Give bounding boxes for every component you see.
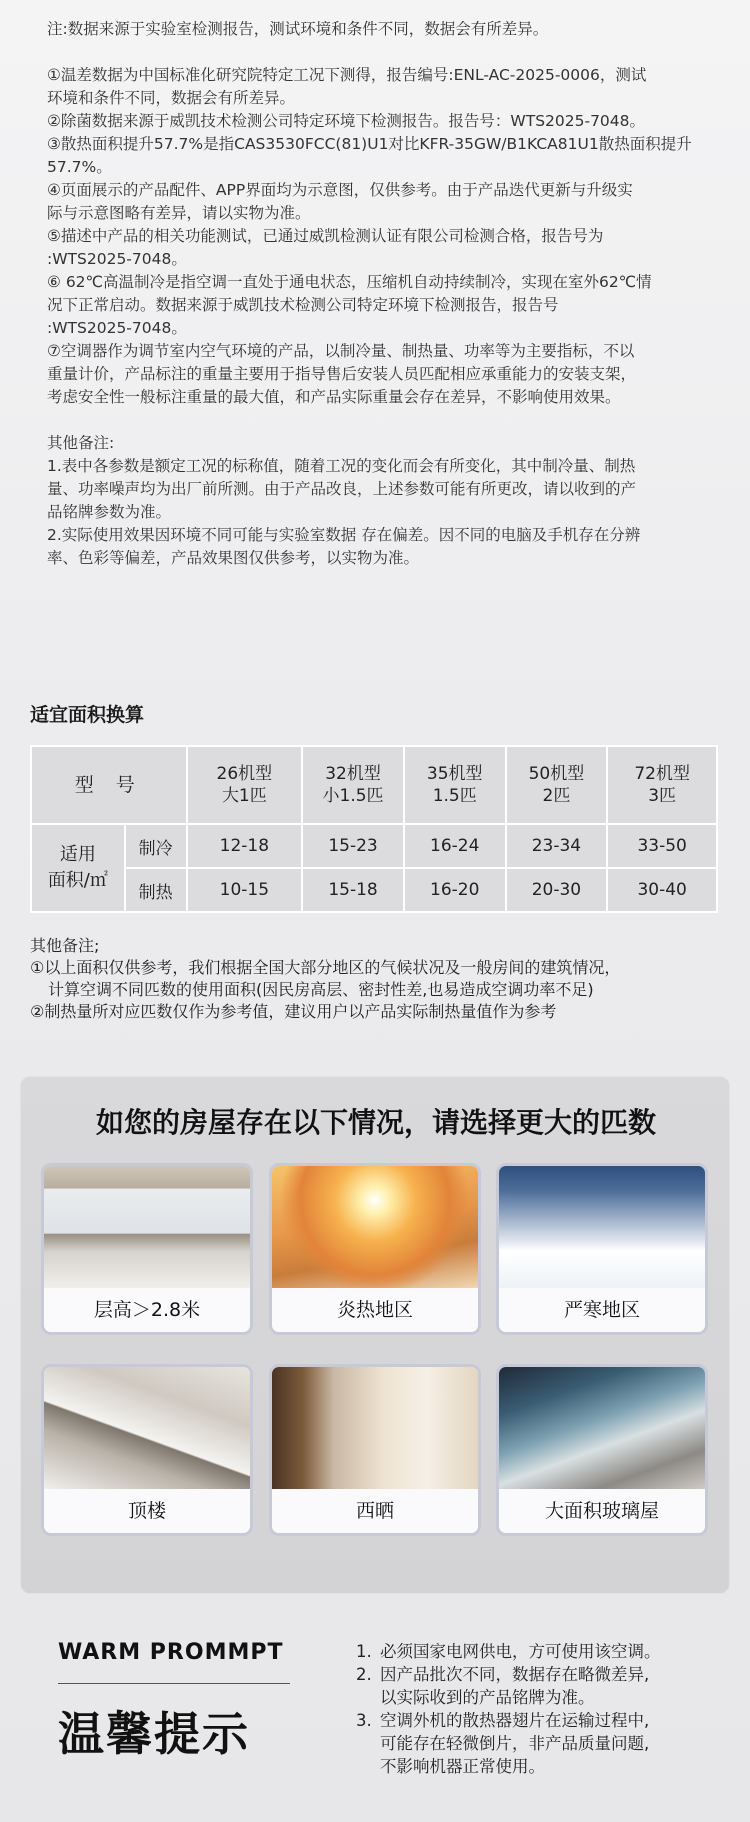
- model-name: 26机型: [216, 764, 273, 784]
- model-cell: [187, 746, 303, 824]
- tip-line: 空调外机的散热器翅片在运输过程中,: [380, 1711, 650, 1730]
- card-label: 层高＞2.8米: [44, 1288, 250, 1332]
- note-line: :WTS2025-7048。: [47, 250, 187, 268]
- note-line: :WTS2025-7048。: [47, 319, 187, 337]
- high-ceiling-kitchen-photo: [44, 1166, 250, 1288]
- glass-room-photo: [499, 1367, 705, 1489]
- note-line: ①温差数据为中国标准化研究院特定工况下测得，报告编号:ENL-AC-2025-0006，测试: [47, 66, 647, 84]
- condition-card-cold-region: [496, 1163, 708, 1335]
- model-name: 72机型: [634, 764, 690, 784]
- model-hp: 2匹: [542, 786, 571, 806]
- area-notes: [30, 935, 720, 1023]
- warm-prompt-chinese-title: 温馨提示: [58, 1707, 250, 1761]
- note-line: ⑥ 62℃高温制冷是指空调一直处于通电状态，压缩机自动持续制冷，实现在室外62℃情: [47, 273, 652, 291]
- row-label-heating: 制热: [125, 868, 187, 912]
- table-row-cooling: [31, 824, 717, 868]
- value-cell: 16-20: [404, 868, 506, 912]
- model-cell: [506, 746, 608, 824]
- model-hp: 3匹: [648, 786, 677, 806]
- note-line: 品铭牌参数为准。: [47, 503, 172, 521]
- table-header-row: [31, 746, 717, 824]
- warm-tips-list: [356, 1640, 736, 1778]
- model-name: 32机型: [325, 764, 381, 784]
- condition-card-top-floor: [41, 1364, 253, 1536]
- tip-item: [356, 1663, 736, 1709]
- note-line: 57.7%。: [47, 158, 112, 176]
- area-note-line: 计算空调不同匹数的使用面积(因民房高层、密封性差,也易造成空调功率不足): [48, 980, 594, 999]
- note-line: 率、色彩等偏差，产品效果图仅供参考，以实物为准。: [47, 549, 420, 567]
- value-cell: 16-24: [404, 824, 506, 868]
- applicable-area-cell: [31, 824, 125, 912]
- value-cell: 12-18: [187, 824, 303, 868]
- model-hp: 大1匹: [221, 786, 267, 806]
- attic-room-photo: [44, 1367, 250, 1489]
- card-label: 顶楼: [44, 1489, 250, 1533]
- divider: [58, 1683, 290, 1684]
- value-cell: 15-23: [302, 824, 404, 868]
- model-name: 35机型: [426, 764, 483, 784]
- note-line: 考虑安全性一般标注重量的最大值，和产品实际重量会存在差异，不影响使用效果。: [47, 388, 621, 406]
- sunlit-room-photo: [272, 1367, 478, 1489]
- model-hp: 小1.5匹: [322, 786, 384, 806]
- tip-item: [356, 1640, 736, 1663]
- disclaimer-notes: [47, 18, 707, 570]
- note-line: 注:数据来源于实验室检测报告，测试环境和条件不同，数据会有所差异。: [47, 20, 549, 38]
- model-header-cell: 型 号: [31, 746, 187, 824]
- area-section-title: 适宜面积换算: [30, 704, 145, 726]
- tip-number: 3.: [356, 1711, 372, 1730]
- value-cell: 33-50: [607, 824, 717, 868]
- larger-capacity-panel: [20, 1076, 730, 1594]
- condition-card-west-sun: [269, 1364, 481, 1536]
- note-line: 重量计价，产品标注的重量主要用于指导售后安装人员匹配相应承重能力的安装支架，: [47, 365, 637, 383]
- tip-line: 以实际收到的产品铭牌为准。: [380, 1688, 595, 1707]
- card-label: 西晒: [272, 1489, 478, 1533]
- snowy-village-photo: [499, 1166, 705, 1288]
- note-line: 际与示意图略有差异，请以实物为准。: [47, 204, 311, 222]
- condition-card-high-ceiling: [41, 1163, 253, 1335]
- warm-prompt-english-title: WARM PROMMPT: [58, 1640, 284, 1665]
- value-cell: 10-15: [187, 868, 303, 912]
- row-label-cooling: 制冷: [125, 824, 187, 868]
- condition-card-hot-region: [269, 1163, 481, 1335]
- applicable-line: 适用: [59, 844, 96, 865]
- tip-number: 2.: [356, 1665, 372, 1684]
- note-line: ③散热面积提升57.7%是指CAS3530FCC(81)U1对比KFR-35GW/B1KCA81U1散热面积提升: [47, 135, 692, 153]
- model-cell: [607, 746, 717, 824]
- note-line: 环境和条件不同，数据会有所差异。: [47, 89, 296, 107]
- model-cell: [404, 746, 506, 824]
- model-cell: [302, 746, 404, 824]
- note-line: 量、功率噪声均为出厂前所测。由于产品改良，上述参数可能有所更改，请以收到的产: [47, 480, 637, 498]
- tip-line: 可能存在轻微倒片，非产品质量问题,: [380, 1734, 650, 1753]
- other-notes-title: 其他备注:: [47, 434, 115, 452]
- desert-sun-photo: [272, 1166, 478, 1288]
- note-line: 况下正常启动。数据来源于威凯技术检测公司特定环境下检测报告，报告号: [47, 296, 559, 314]
- note-line: ②除菌数据来源于威凯技术检测公司特定环境下检测报告。报告号：WTS2025-7048。: [47, 112, 646, 130]
- value-cell: 23-34: [506, 824, 608, 868]
- note-line: ⑤描述中产品的相关功能测试，已通过威凯检测认证有限公司检测合格，报告号为: [47, 227, 604, 245]
- area-notes-title: 其他备注;: [30, 936, 100, 955]
- area-note-line: ①以上面积仅供参考，我们根据全国大部分地区的气候状况及一般房间的建筑情况，: [30, 958, 621, 977]
- value-cell: 15-18: [302, 868, 404, 912]
- card-label: 大面积玻璃屋: [499, 1489, 705, 1533]
- value-cell: 20-30: [506, 868, 608, 912]
- card-label: 严寒地区: [499, 1288, 705, 1332]
- card-label: 炎热地区: [272, 1288, 478, 1332]
- model-name: 50机型: [528, 764, 585, 784]
- tip-line: 因产品批次不同，数据存在略微差异,: [380, 1665, 650, 1684]
- note-line: ⑦空调器作为调节室内空气环境的产品，以制冷量、制热量、功率等为主要指标，不以: [47, 342, 635, 360]
- tip-item: [356, 1709, 736, 1778]
- tip-line: 不影响机器正常使用。: [380, 1757, 545, 1776]
- model-hp: 1.5匹: [432, 786, 477, 806]
- condition-card-glass-house: [496, 1364, 708, 1536]
- note-line: 1.表中各参数是额定工况的标称值，随着工况的变化而会有所变化，其中制冷量、制热: [47, 457, 636, 475]
- table-row-heating: [31, 868, 717, 912]
- tip-number: 1.: [356, 1642, 372, 1661]
- tip-line: 必须国家电网供电，方可使用该空调。: [380, 1642, 661, 1661]
- note-line: ④页面展示的产品配件、APP界面均为示意图，仅供参考。由于产品迭代更新与升级实: [47, 181, 633, 199]
- area-conversion-table: [30, 745, 718, 913]
- note-line: 2.实际使用效果因环境不同可能与实验室数据 存在偏差。因不同的电脑及手机存在分辨: [47, 526, 641, 544]
- area-note-line: ②制热量所对应匹数仅作为参考值，建议用户以产品实际制热量值作为参考: [30, 1002, 557, 1021]
- applicable-unit: 面积/㎡: [47, 870, 108, 891]
- value-cell: 30-40: [607, 868, 717, 912]
- panel-title: 如您的房屋存在以下情况，请选择更大的匹数: [95, 1106, 656, 1139]
